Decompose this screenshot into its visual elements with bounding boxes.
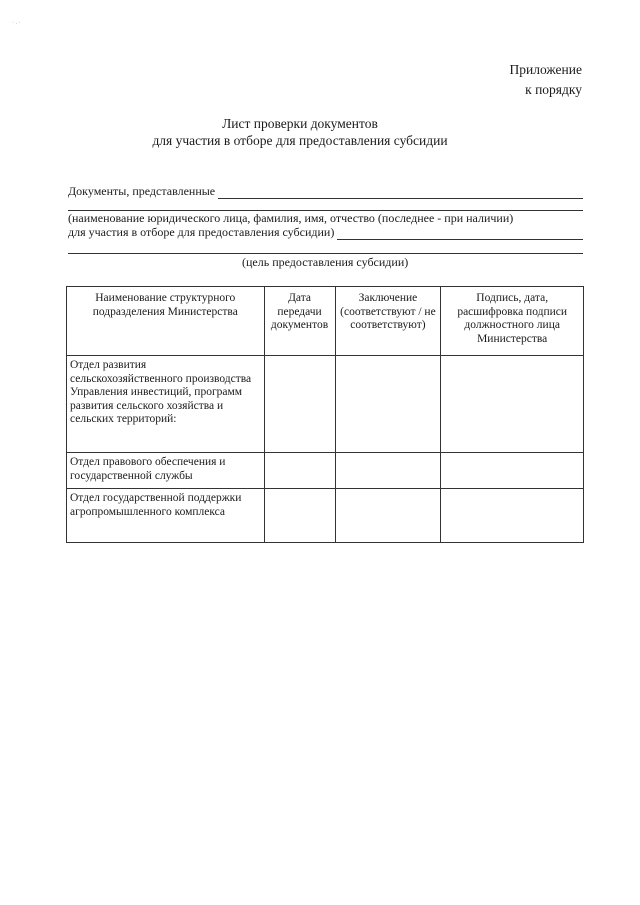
- table-row: [67, 453, 584, 489]
- entity-caption: (наименование юридического лица, фамилия, имя, отчество (последнее - при наличии): [68, 211, 514, 225]
- row-department: Отдел правового обеспечения и государственной службы: [67, 453, 265, 489]
- row-date-cell[interactable]: [264, 453, 335, 489]
- row-conclusion-cell[interactable]: [335, 489, 441, 543]
- appendix-note: [510, 60, 582, 100]
- row-signature-cell[interactable]: [441, 356, 584, 453]
- table-header-row: [67, 287, 584, 356]
- row-signature-cell[interactable]: [441, 453, 584, 489]
- header-date: Дата передачи документов: [264, 287, 335, 356]
- row-date-cell[interactable]: [264, 356, 335, 453]
- row-conclusion-cell[interactable]: [335, 356, 441, 453]
- row-department: Отдел государственной поддержки агропромышленного комплекса: [67, 489, 265, 543]
- participation-label: для участия в отборе для предоставления субсидии): [68, 225, 335, 239]
- documents-field: [68, 184, 583, 199]
- header-signature: Подпись, дата, расшифровка подписи должностного лица Министерства: [441, 287, 584, 356]
- document-title: [0, 115, 600, 149]
- table-row: [67, 356, 584, 453]
- title-line-1: Лист проверки документов: [222, 116, 378, 131]
- row-date-cell[interactable]: [264, 489, 335, 543]
- documents-fill-line[interactable]: [218, 186, 583, 199]
- table-row: [67, 489, 584, 543]
- appendix-line-2: к порядку: [525, 82, 582, 97]
- documents-label: Документы, представленные: [68, 184, 216, 198]
- row-signature-cell[interactable]: [441, 489, 584, 543]
- purpose-fill-line[interactable]: [68, 253, 583, 254]
- title-line-2: для участия в отборе для предоставления субсидии: [152, 133, 448, 148]
- header-conclusion: Заключение (соответствуют / не соответствуют): [335, 287, 441, 356]
- row-department: Отдел развития сельскохозяйственного производства Управления инвестиций, программ развития сельского хозяйства и сельских территорий:: [67, 356, 265, 453]
- purpose-caption: (цель предоставления субсидии): [242, 255, 409, 269]
- appendix-line-1: Приложение: [509, 62, 582, 77]
- scan-specks: · . ·: [12, 20, 21, 26]
- participation-fill-line[interactable]: [337, 227, 583, 240]
- participation-field: [68, 225, 583, 240]
- check-table: [66, 286, 584, 543]
- header-department: Наименование структурного подразделения Министерства: [67, 287, 265, 356]
- row-conclusion-cell[interactable]: [335, 453, 441, 489]
